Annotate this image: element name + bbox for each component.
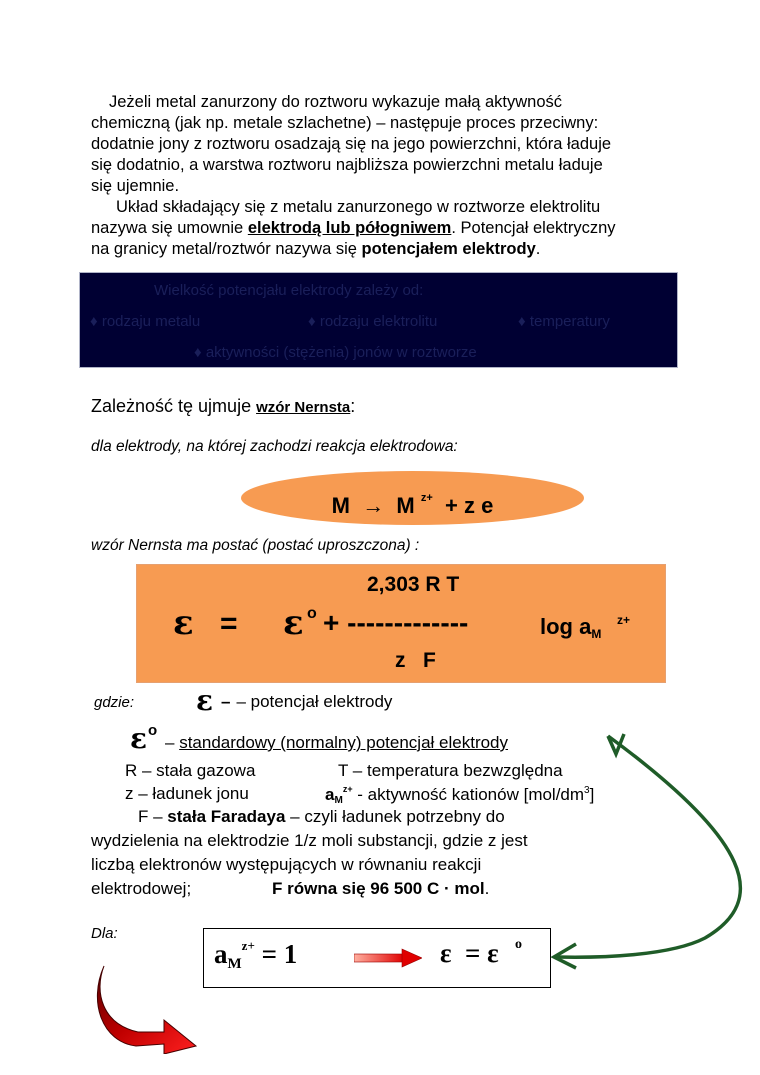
nernst-caption: wzór Nernsta ma postać (postać uproszczona) : — [91, 537, 420, 554]
epsilon-description: – – potencjał elektrody — [221, 692, 393, 711]
epsilon-symbol: ε — [173, 603, 194, 643]
where-label: gdzie: — [94, 694, 135, 711]
def-F-line2: wydzielenia na elektrodzie 1/z moli substancji, gdzie z jest — [91, 831, 528, 850]
reaction-ellipse: M → M $^{z+}$ + z e — [241, 471, 584, 525]
reaction-caption: dla elektrody, na której zachodzi reakcja elektrodowa: — [91, 438, 458, 455]
def-R: R – stała gazowa — [125, 761, 256, 780]
diamond-icon: ♦ — [90, 313, 102, 330]
epsilon-symbol: ε — [196, 684, 214, 717]
def-F-line3: liczbą elektronów występujących w równaniu reakcji — [91, 855, 482, 874]
epsilon-standard-symbol: ε — [130, 722, 148, 755]
equals-sign: = — [220, 607, 238, 640]
paragraph-electrode-definition — [91, 197, 681, 260]
factors-box — [79, 272, 678, 368]
factor-item: ♦ rodzaju elektrolitu — [308, 313, 438, 330]
text-line: się ujemnie. — [91, 177, 180, 195]
def-F-line4: elektrodowej; — [91, 879, 192, 898]
superscript-o: o — [148, 722, 158, 739]
faraday-value: F równa się 96 500 C · mol. — [272, 879, 490, 898]
arrow-icon: → — [362, 493, 385, 518]
nernst-term: wzór Nernsta — [256, 399, 351, 416]
formula-numerator: 2,303 R T — [367, 573, 460, 596]
diamond-icon: ♦ — [518, 313, 530, 330]
text-line: na granicy metal/roztwór nazywa się potencjałem elektrody. — [91, 240, 541, 258]
red-arrow-icon — [354, 947, 422, 969]
def-T: T – temperatura bezwzględna — [338, 761, 563, 780]
superscript-o: o — [515, 937, 522, 952]
def-z: z – ładunek jonu — [125, 784, 249, 803]
nernst-intro: Zależność tę ujmuje wzór Nernsta: — [91, 396, 356, 416]
condition-box — [203, 928, 551, 988]
green-curved-arrow-icon — [540, 720, 760, 970]
paragraph-metal-activity — [91, 92, 681, 197]
text-line: się dodatnio, a warstwa roztworu najbliższa powierzchni metalu ładuje — [91, 156, 603, 174]
superscript-o: o — [307, 605, 317, 622]
epsilon-standard-description: – standardowy (normalny) potencjał elektrody — [165, 733, 509, 752]
fraction-line: + ------------- — [323, 607, 469, 638]
factor-item: ♦ temperatury — [518, 313, 610, 330]
factor-item: ♦ aktywności (stężenia) jonów w roztworze — [194, 344, 477, 361]
epsilon-equals-standard: ε = ε — [440, 938, 499, 968]
factors-heading: Wielkość potencjału elektrody zależy od: — [154, 282, 424, 299]
red-curved-arrow-icon — [94, 962, 204, 1054]
log-superscript: z+ — [617, 613, 631, 627]
factor-item: ♦ rodzaju metalu — [90, 313, 201, 330]
nernst-formula-box — [136, 564, 666, 683]
epsilon-standard-symbol: ε — [283, 603, 304, 643]
text-line: chemiczną (jak np. metale szlachetne) – następuje proces przeciwny: — [91, 114, 599, 132]
log-term: log aM — [540, 614, 602, 641]
term-electrode-potential: potencjałem elektrody — [361, 240, 536, 258]
text-line: dodatnie jony z roztworu osadzają się na jego powierzchni, która ładuje — [91, 135, 612, 153]
activity-equals-one: $aM^{z+} = 1$ — [214, 938, 298, 972]
formula-denominator: z F — [395, 649, 436, 672]
def-F: F – stała Faradaya – czyli ładunek potrzebny do — [138, 807, 505, 826]
text-line: nazywa się umownie elektrodą lub półogniwem. Potencjał elektryczny — [91, 219, 616, 237]
diamond-icon: ♦ — [194, 344, 206, 361]
for-label: Dla: — [91, 925, 118, 942]
text-line: Jeżeli metal zanurzony do roztworu wykazuje małą aktywność — [109, 93, 563, 111]
text-line: Układ składający się z metalu zanurzonego w roztworze elektrolitu — [116, 198, 601, 216]
term-electrode: elektrodą lub półogniwem — [247, 219, 452, 237]
diamond-icon: ♦ — [308, 313, 320, 330]
def-activity: $aM^{z+}$ - aktywność kationów $[mol/dm^3]$ — [325, 784, 595, 806]
